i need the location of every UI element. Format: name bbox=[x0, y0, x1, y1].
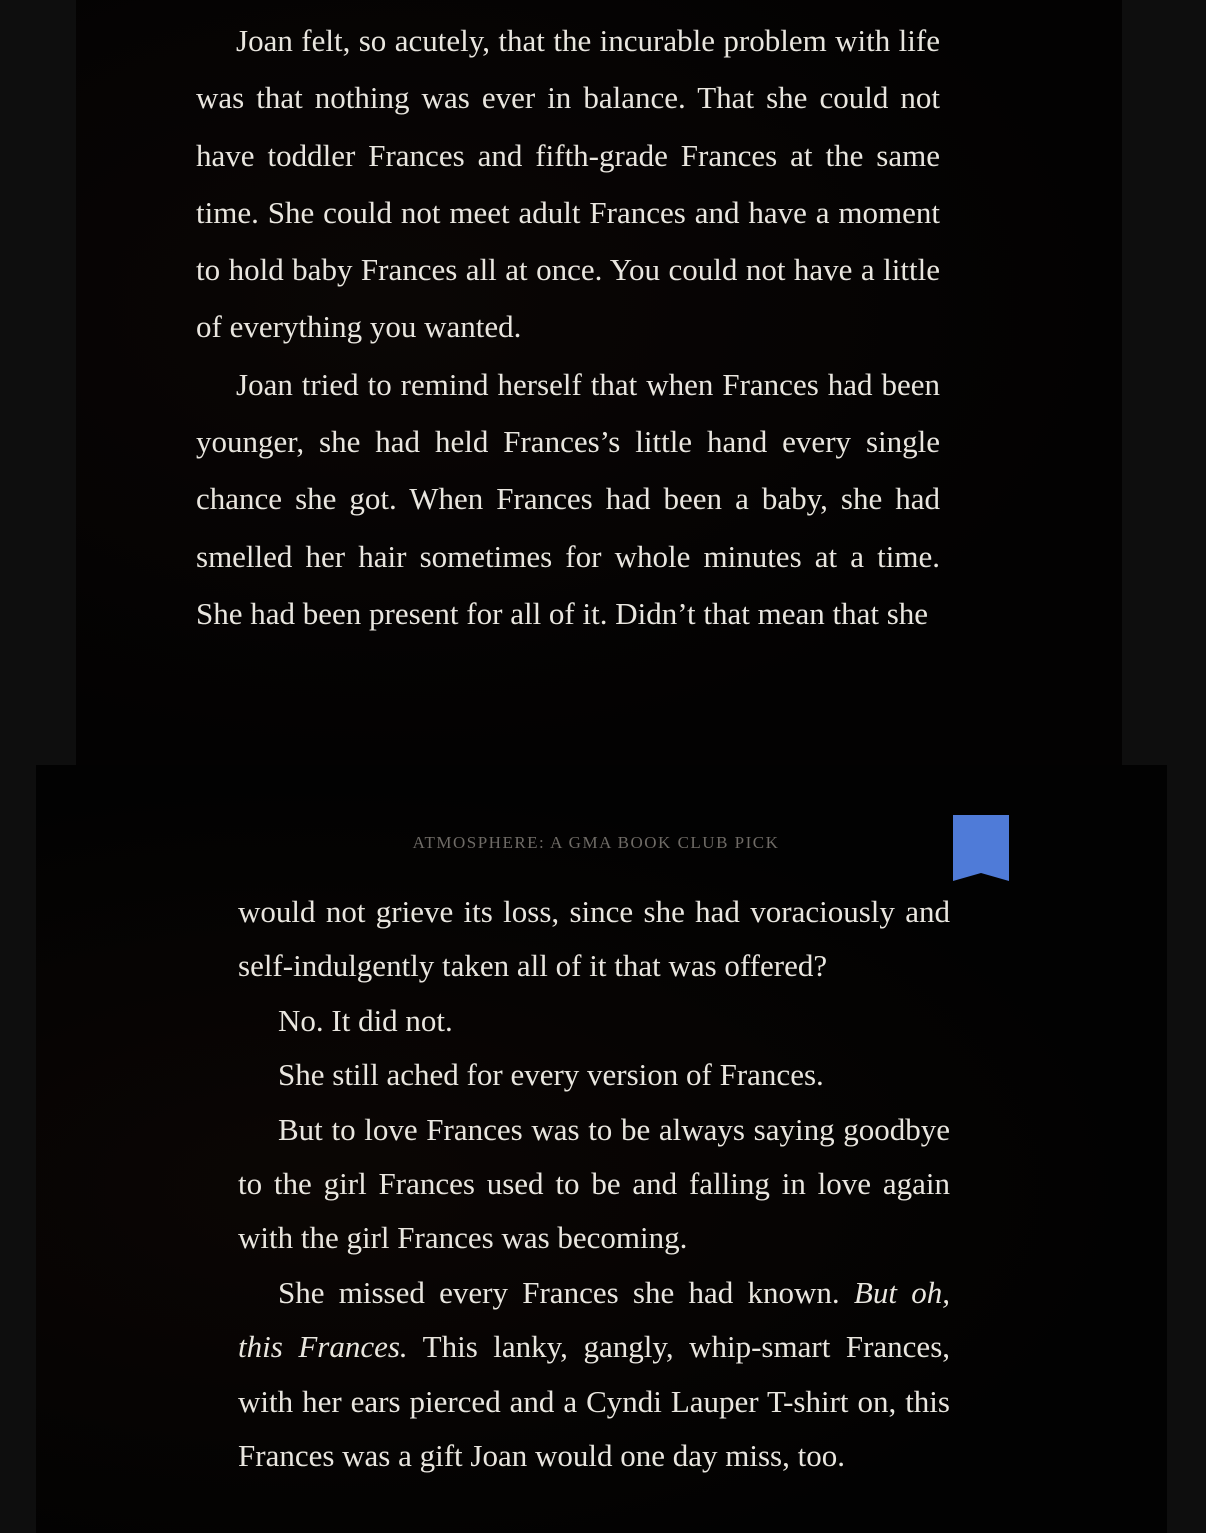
continuation-paragraph: would not grieve its loss, since she had voraciously and self-indulgently taken all of it that was offered? bbox=[238, 894, 950, 984]
paragraph: She still ached for every version of Frances. bbox=[278, 1057, 824, 1093]
italic-text: But oh, this Frances. bbox=[238, 1274, 950, 1365]
paragraph: But to love Frances was to be always saying goodbye to the girl Frances used to be and falling in love again with the girl Frances was becoming. bbox=[238, 1111, 950, 1256]
paragraph-text: She missed every Frances she had known. bbox=[278, 1274, 854, 1310]
paragraph bbox=[238, 1266, 950, 1484]
paragraph: No. It did not. bbox=[278, 1002, 453, 1038]
paragraph: Joan felt, so acutely, that the incurable problem with life was that nothing was ever in balance. That she could not have toddler Frances and fifth-grade Frances at the same time. She could not meet adult Frances and have a moment to hold baby Frances all at once. You could not have a little of everything you wanted. bbox=[196, 23, 940, 345]
top-page-text bbox=[196, 12, 940, 642]
bookmark-icon[interactable] bbox=[953, 815, 1009, 881]
paragraph-text: This lanky, gangly, whip-smart Frances, with her ears pierced and a Cyndi Lauper T-shirt on, this Frances was a gift Joan would one day miss, too. bbox=[238, 1329, 951, 1474]
bottom-page-screenshot bbox=[36, 765, 1167, 1533]
bottom-page-text bbox=[238, 885, 950, 1483]
running-header: ATMOSPHERE: A GMA BOOK CLUB PICK bbox=[412, 833, 780, 852]
paragraph: Joan tried to remind herself that when Frances had been younger, she had held Frances’s little hand every single chance she got. When Frances had been a baby, she had smelled her hair sometimes for whole minutes at a time. She had been present for all of it. Didn’t that mean that she bbox=[196, 366, 940, 631]
top-page-screenshot bbox=[76, 0, 1122, 765]
